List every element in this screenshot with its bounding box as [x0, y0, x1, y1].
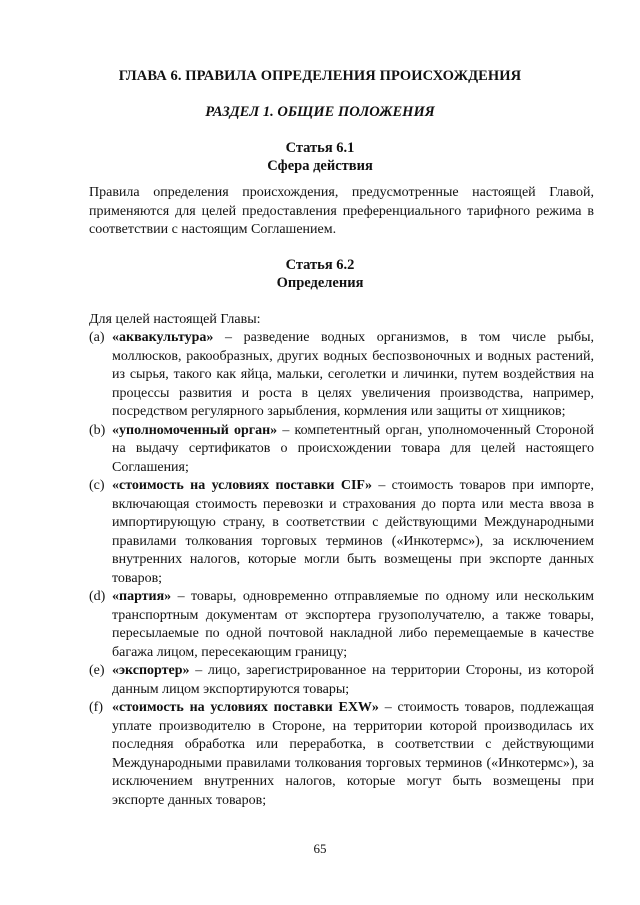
article-number: Статья 6.2 [285, 257, 355, 273]
definition-body [112, 588, 594, 662]
definition-marker: (e) [89, 663, 105, 678]
definition-body [112, 662, 594, 699]
definition-text: – стоимость товаров при импорте, включающая стоимость перевозки и страхования до порта или места ввоза в импортирующую страну, в соответствии с действующими Международными правилами толкования торговых терминов («Инкотермс»), за исключением внутренних налогов, которые могли быть возмещены при экспорте данных товаров; [112, 478, 594, 586]
definition-text: – лицо, зарегистрированное на территории Стороны, из которой данным лицом экспортируются товары; [112, 663, 594, 697]
definition-marker: (d) [89, 589, 106, 604]
definition-text: – разведение водных организмов, в том числе рыбы, моллюсков, ракообразных, других водных беспозвоночных и водных растений, из сырья, такого как яйца, мальки, сеголетки и личинки, путем воздействия на процессы развития и роста в целях увеличения производства, например, посредством регулярного зарыбления, кормления или защиты от хищников; [112, 330, 594, 419]
chapter-title: ГЛАВА 6. ПРАВИЛА ОПРЕДЕЛЕНИЯ ПРОИСХОЖДЕНИЯ [118, 68, 522, 84]
definition-term: «стоимость на условиях поставки CIF» [112, 478, 372, 493]
definition-item [89, 422, 594, 478]
definition-term: «экспортер» [112, 663, 190, 678]
definition-body [112, 477, 594, 588]
page-number: 65 [313, 841, 327, 856]
section-title: РАЗДЕЛ 1. ОБЩИЕ ПОЛОЖЕНИЯ [205, 104, 435, 120]
definition-term: «партия» [112, 589, 172, 604]
definition-body [112, 422, 594, 478]
definition-body [112, 329, 594, 422]
definition-marker: (a) [89, 330, 105, 345]
definition-item [89, 699, 594, 810]
definition-marker: (b) [89, 422, 106, 438]
definition-marker: (f) [89, 700, 103, 715]
definition-text: – товары, одновременно отправляемые по одному или нескольким транспортным документам от экспортера грузополучателю, а также товары, пересылаемые по одной почтовой накладной либо перемещаемые в качестве багажа лицом, пересекающим границу; [112, 589, 594, 660]
definition-marker: (c) [89, 478, 105, 493]
definition-body [112, 699, 594, 810]
definition-item [89, 477, 594, 588]
definition-term: «аквакультура» [112, 330, 214, 345]
article-paragraph: Правила определения происхождения, предусмотренные настоящей Главой, применяются для целей предоставления преференциального тарифного режима в соответствии с настоящим Соглашением. [89, 185, 594, 237]
article-title: Определения [276, 275, 364, 291]
definitions-lead: Для целей настоящей Главы: [89, 312, 261, 327]
article-number: Статья 6.1 [285, 140, 355, 156]
definition-item [89, 588, 594, 662]
definition-text: – стоимость товаров, подлежащая уплате производителю в Стороне, на территории которой производилась их последняя обработка или переработка, в соответствии с действующими Международными правилами толкования торговых терминов («Инкотермс»), за исключением внутренних налогов, которые могут быть возмещены при экспорте данных товаров; [112, 700, 594, 808]
definition-text: – компетентный орган, уполномоченный Стороной на выдачу сертификатов о происхождении товара для целей настоящего Соглашения; [112, 422, 594, 475]
definition-item [89, 662, 594, 699]
definitions-list [89, 329, 594, 810]
definition-item [89, 329, 594, 422]
article-title: Сфера действия [267, 158, 373, 174]
definition-term: «стоимость на условиях поставки EXW» [112, 700, 379, 715]
definition-term: «уполномоченный орган» [112, 422, 278, 438]
